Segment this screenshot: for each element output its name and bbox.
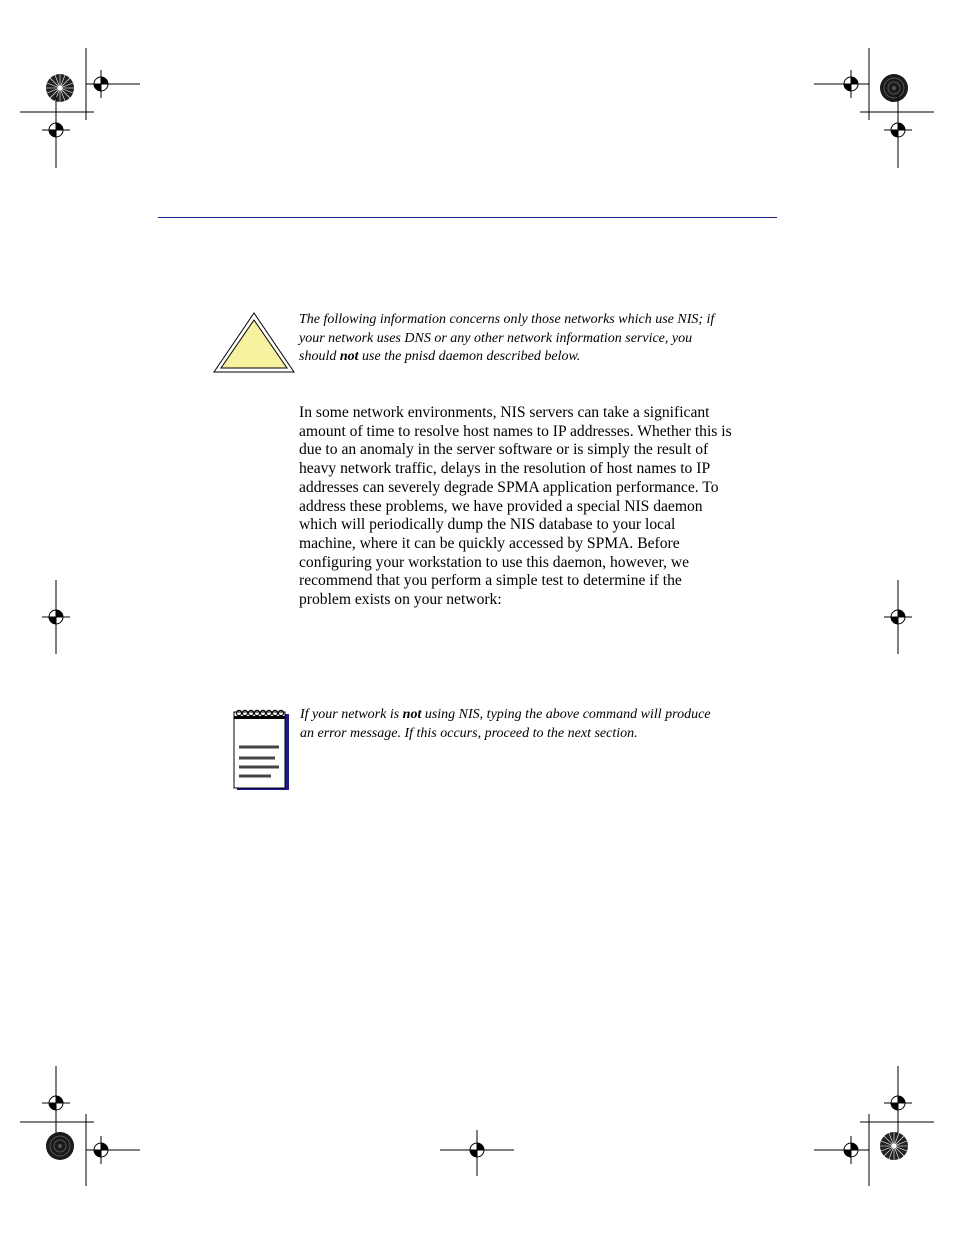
note-text: [300, 706, 775, 743]
body-line: addresses can severely degrade SPMA application performance. To: [299, 478, 719, 496]
note-emphasis: not: [402, 707, 422, 722]
caution-emphasis: not: [339, 349, 359, 365]
notepad-icon: [231, 706, 291, 792]
body-paragraph: [299, 404, 777, 610]
note-line-2: an error message. If this occurs, proceed to the next section.: [300, 725, 638, 741]
body-line: heavy network traffic, delays in the resolution of host names to IP: [299, 460, 711, 478]
body-line: which will periodically dump the NIS database to your local: [299, 516, 676, 534]
caution-line-2: your network uses DNS or any other network information service, you: [299, 330, 693, 346]
body-line: configuring your workstation to use this daemon, however, we: [299, 553, 690, 571]
body-line: amount of time to resolve host names to IP addresses. Whether this is: [299, 422, 732, 440]
header-rule: [158, 217, 777, 218]
body-line: problem exists on your network:: [299, 591, 502, 609]
body-line: machine, where it can be quickly accessed by SPMA. Before: [299, 534, 680, 552]
caution-text: [299, 311, 774, 367]
body-line: due to an anomaly in the server software or is simply the result of: [299, 441, 709, 459]
body-line: address these problems, we have provided a special NIS daemon: [299, 497, 703, 515]
registration-star-top-left: [46, 74, 74, 102]
caution-line-1: The following information concerns only those networks which use NIS; if: [299, 312, 715, 327]
body-line: In some network environments, NIS servers can take a significant: [299, 404, 710, 421]
caution-triangle-icon: [212, 311, 296, 375]
caution-line-3: should not use the pnisd daemon described below.: [299, 349, 581, 365]
body-line: recommend that you perform a simple test to determine if the: [299, 572, 682, 590]
note-line-1: If your network is not using NIS, typing the above command will produce: [300, 707, 711, 722]
